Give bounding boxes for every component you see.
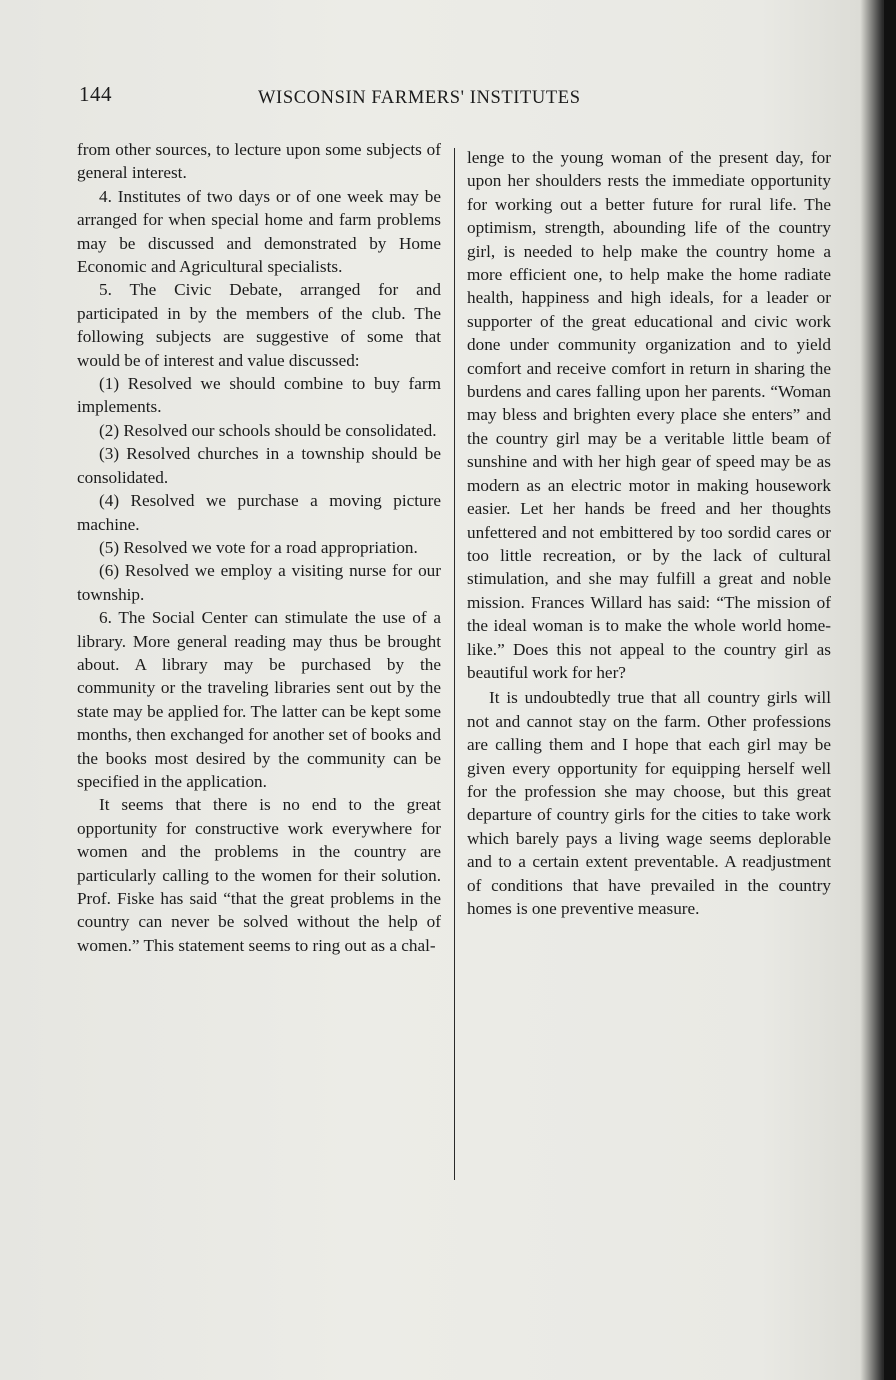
page-number: 144 <box>79 82 112 106</box>
running-title: WISCONSIN FARMERS' INSTITUTES <box>258 88 581 108</box>
paragraph: lenge to the young woman of the present day, for upon her shoulders rests the immediate opportunity for working out a better future for rural life. The optimism, strength, abounding life of the country girl, is needed to help make the country home a more efficient one, to help make the home radiate health, happiness and high ideals, for a leader or supporter of the great educational and civic work done under community organization and to yield comfort and receive comfort in return in sharing the burdens and cares falling upon her parents. “Woman may bless and brighten every place she enters” and the country girl may be a veritable little beam of sunshine and with her high gear of speed may be as modern as an electric motor in making housework easier. Let her hands be freed and her thoughts unfettered and not embittered by too sordid cares or too little recreation, or by the lack of cultural stimulation, and she may fulfill a great and noble mission. Frances Willard has said: “The mission of the ideal woman is to make the whole world home-like.” Does this not appeal to the country girl as beautiful work for her? <box>467 148 831 682</box>
resolution-item: (4) Resolved we purchase a moving picture machine. <box>77 491 441 534</box>
book-spine-edge <box>884 0 896 1380</box>
paragraph: from other sources, to lecture upon some subjects of general interest. <box>77 140 441 183</box>
resolution-item: (2) Resolved our schools should be consolidated. <box>99 420 437 440</box>
resolution-item: (5) Resolved we vote for a road appropriation. <box>99 537 418 557</box>
resolution-item: (1) Resolved we should combine to buy farm implements. <box>77 374 441 417</box>
paragraph: 6. The Social Center can stimulate the use of a library. More general reading may thus be brought about. A library may be purchased by the community or the traveling libraries sent out by the state may be applied for. The latter can be kept some months, then exchanged for another set of books and the books most desired by the community can be specified in the application. <box>77 608 441 791</box>
paragraph: It seems that there is no end to the great opportunity for constructive work everywhere for women and the problems in the country are particularly calling to the women for their solution. Prof. Fiske has said “that the great problems in the country can never be solved without the help of women.” This statement seems to ring out as a chal- <box>77 795 441 955</box>
right-column <box>467 146 831 920</box>
paragraph: 4. Institutes of two days or of one week may be arranged for when special home and farm problems may be discussed and demonstrated by Home Economic and Agricultural specialists. <box>77 186 441 277</box>
left-column <box>77 138 441 957</box>
paragraph: It is undoubtedly true that all country girls will not and cannot stay on the farm. Other professions are calling them and I hope that each girl may be given every opportunity for equipping herself well for the profession she may choose, but this great departure of country girls for the cities to take work which barely pays a living wage seems deplorable and to a certain extent preventable. A readjustment of conditions that have prevailed in the country homes is one preventive measure. <box>467 688 831 918</box>
column-divider <box>454 148 455 1180</box>
resolution-item: (6) Resolved we employ a visiting nurse for our township. <box>77 561 441 604</box>
paragraph: 5. The Civic Debate, arranged for and participated in by the members of the club. The following subjects are suggestive of some that would be of interest and value discussed: <box>77 280 441 370</box>
resolution-item: (3) Resolved churches in a township should be consolidated. <box>77 444 441 487</box>
